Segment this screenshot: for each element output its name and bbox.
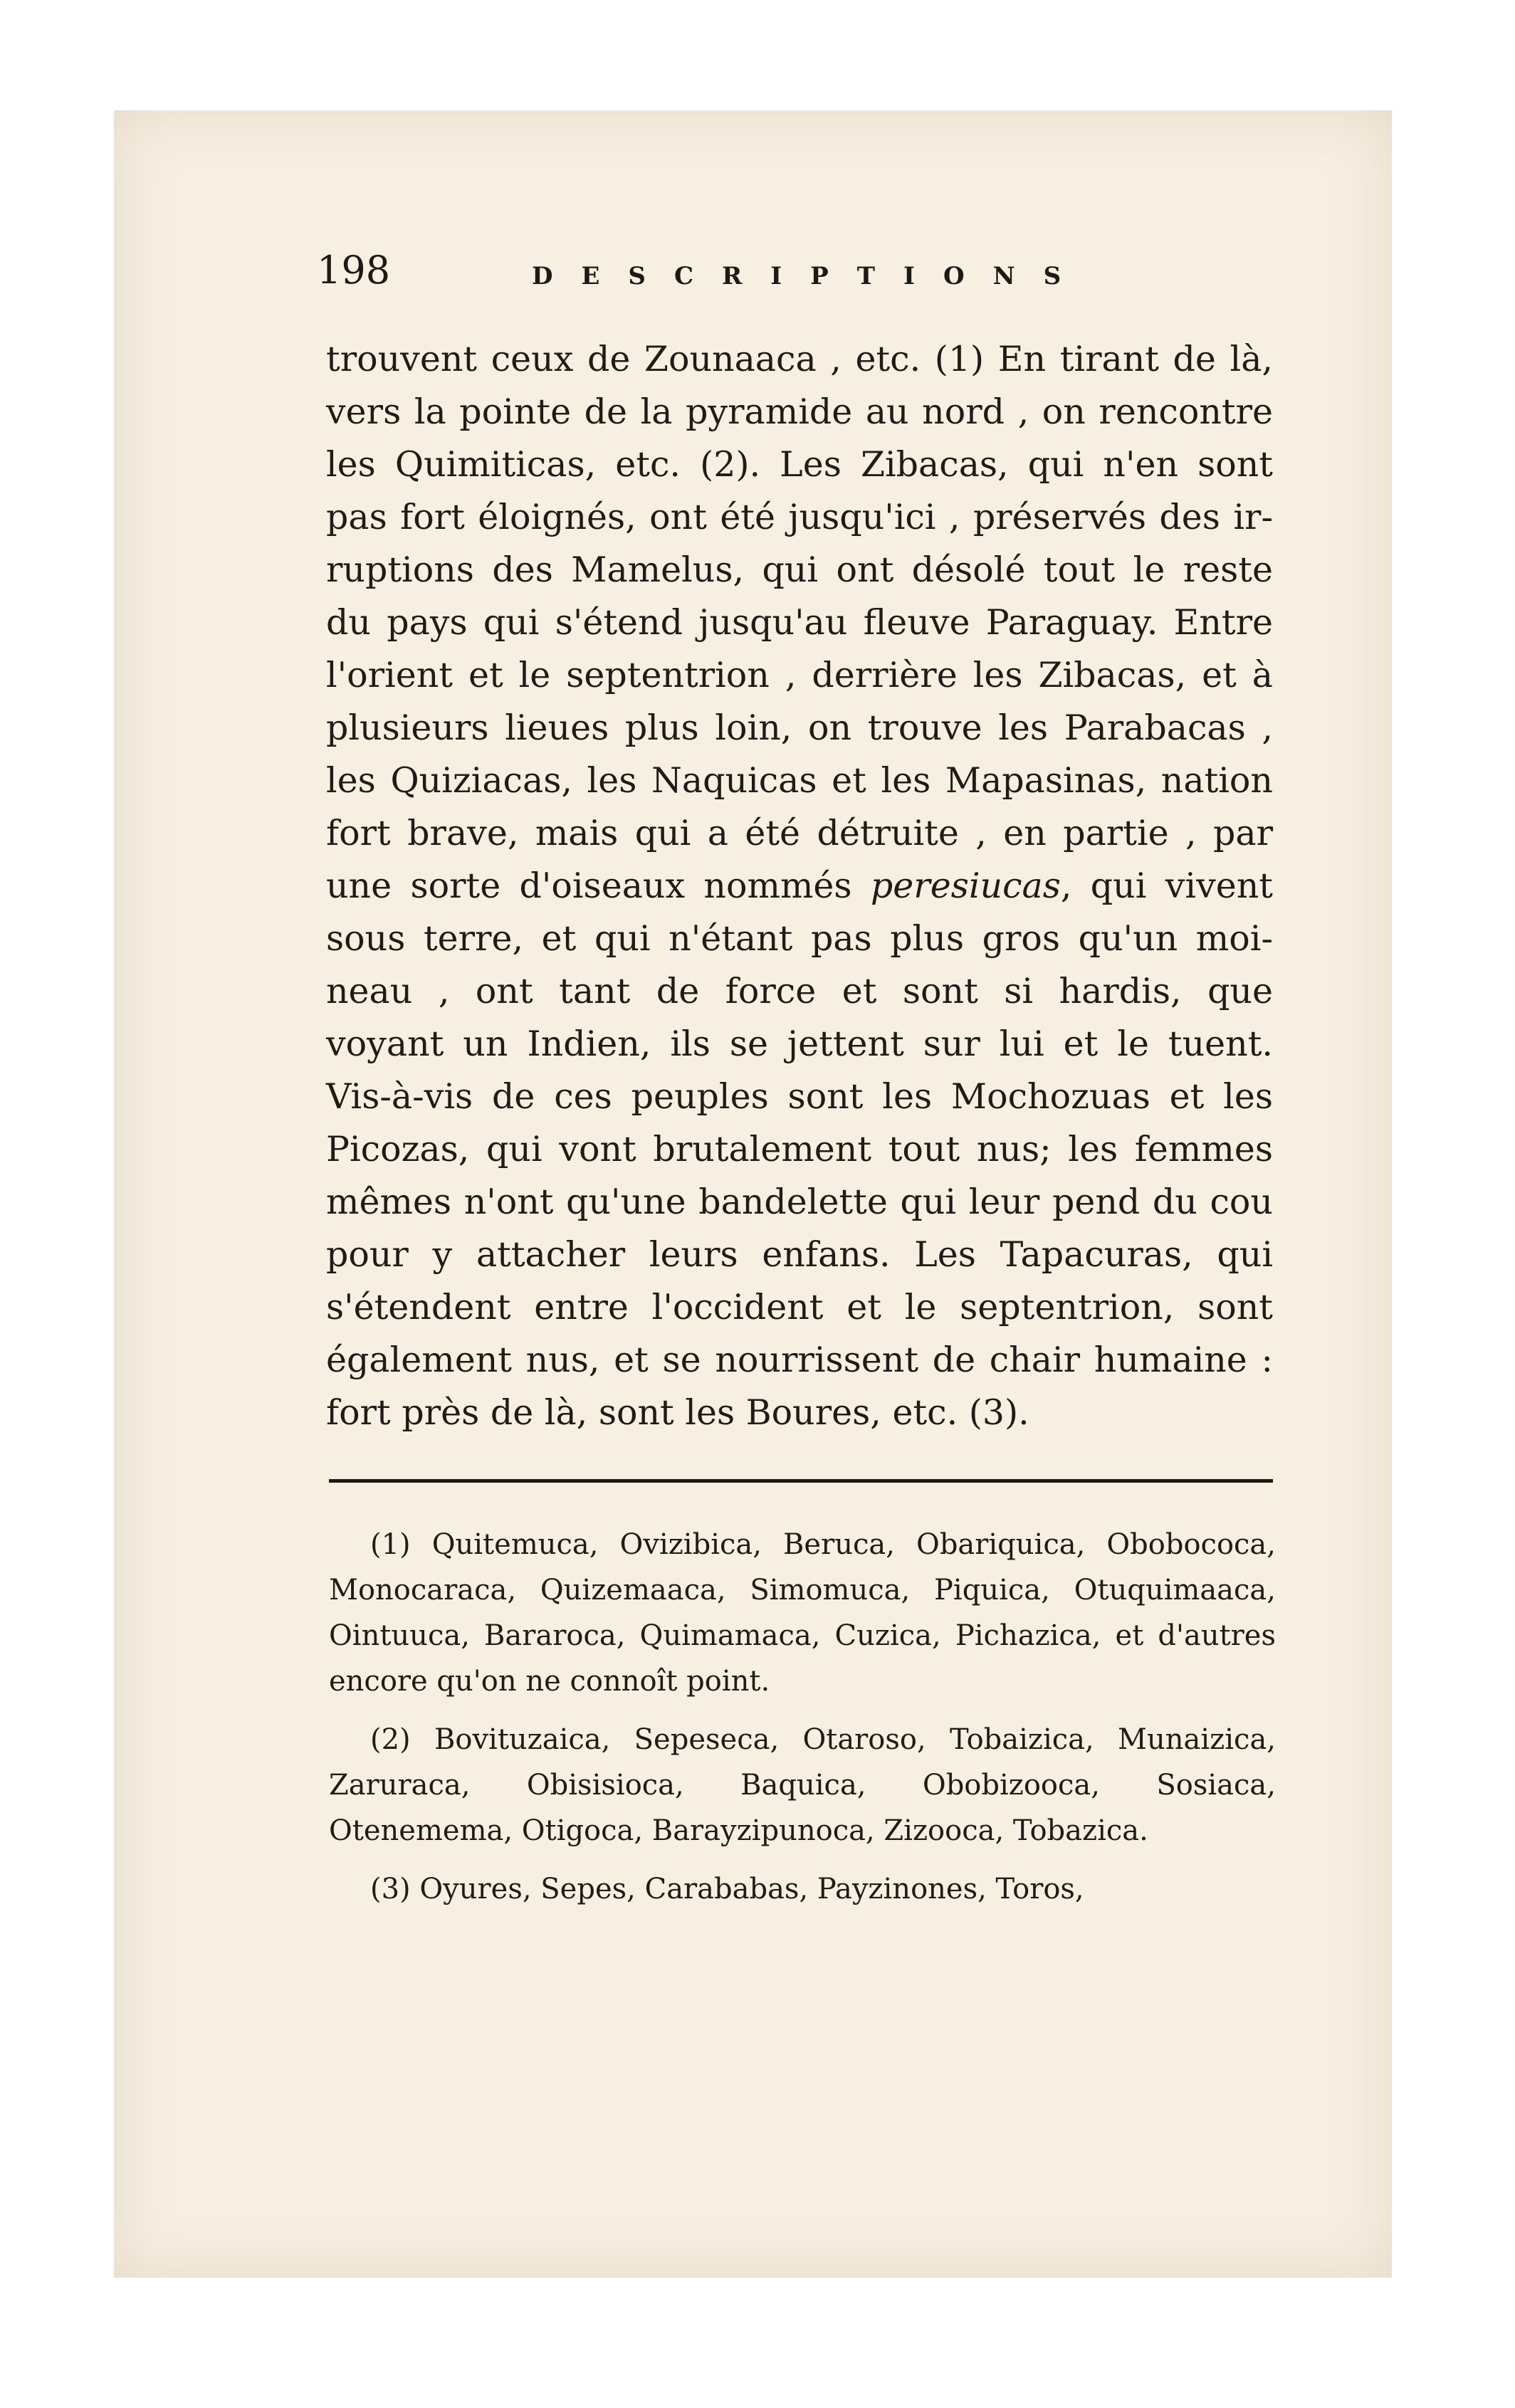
text-line: également nus, et se nourrissent de chair humaine : [326, 1340, 1273, 1380]
page-header [317, 248, 1271, 305]
text-line: les Quimiticas, etc. (2). Les Zibacas, qui n'en sont [326, 444, 1273, 485]
running-head: DESCRIPTIONS [532, 262, 1090, 290]
footnote-1 [329, 1522, 1276, 1704]
text-line: neau , ont tant de force et sont si hardis, que [326, 971, 1273, 1011]
text-line-start: une sorte d'oiseaux nommés [326, 866, 871, 906]
body-text [326, 333, 1273, 1439]
footnotes [329, 1522, 1276, 1912]
text-line: Picozas, qui vont brutalement tout nus; les femmes [326, 1129, 1273, 1169]
text-line: Vis-à-vis de ces peuples sont les Mochozuas et les [326, 1076, 1273, 1117]
text-line: pour y attacher leurs enfans. Les Tapacuras, qui [326, 1234, 1273, 1275]
footnote-divider [329, 1479, 1273, 1483]
footnote-2 [329, 1717, 1276, 1854]
text-line: pas fort éloignés, ont été jusqu'ici , préservés des ir- [326, 497, 1273, 537]
text-line: mêmes n'ont qu'une bandelette qui leur pend du cou [326, 1182, 1273, 1222]
text-line: ruptions des Mamelus, qui ont désolé tout le reste [326, 550, 1273, 590]
footnote-text: (3) Oyures, Sepes, Carababas, Payzinones, Toros, [370, 1873, 1084, 1905]
footnote-text: (1) Quitemuca, Ovizibica, Beruca, Obariquica, Obobococa, Monocaraca, Quizemaaca, Simomuca, Piquica, Otuquimaaca, Ointuuca, Bararoca, Quimamaca, Cuzica, Pichazica, et d'autres encore qu'on ne connoît point. [329, 1528, 1276, 1698]
footnote-3 [329, 1866, 1276, 1912]
text-line: vers la pointe de la pyramide au nord , on rencontre [326, 391, 1273, 432]
text-line: trouvent ceux de Zounaaca , etc. (1) En tirant de là, [326, 339, 1273, 379]
text-line-end: , qui vivent [1060, 866, 1273, 906]
text-line: fort brave, mais qui a été détruite , en partie , par [326, 813, 1273, 853]
italic-word: peresiucas [870, 866, 1061, 906]
text-line: plusieurs lieues plus loin, on trouve les Parabacas , [326, 708, 1273, 748]
text-line: s'étendent entre l'occident et le septentrion, sont [326, 1287, 1273, 1327]
page-number: 198 [317, 248, 391, 293]
text-line: fort près de là, sont les Boures, etc. (3). [326, 1392, 1029, 1433]
text-line: voyant un Indien, ils se jettent sur lui et le tuent. [326, 1024, 1273, 1064]
text-line-with-italic [326, 860, 1273, 913]
footnote-text: (2) Bovituzaica, Sepeseca, Otaroso, Tobaizica, Munaizica, Zaruraca, Obisisioca, Baquica, Obobizooca, Sosiaca, Otenemema, Otigoca, Barayzipunoca, Zizooca, Tobazica. [329, 1723, 1276, 1847]
text-line: les Quiziacas, les Naquicas et les Mapasinas, nation [326, 760, 1273, 801]
text-line: sous terre, et qui n'étant pas plus gros qu'un moi- [326, 918, 1273, 959]
text-line: l'orient et le septentrion , derrière les Zibacas, et à [326, 655, 1273, 695]
text-line: du pays qui s'étend jusqu'au fleuve Paraguay. Entre [326, 602, 1273, 643]
